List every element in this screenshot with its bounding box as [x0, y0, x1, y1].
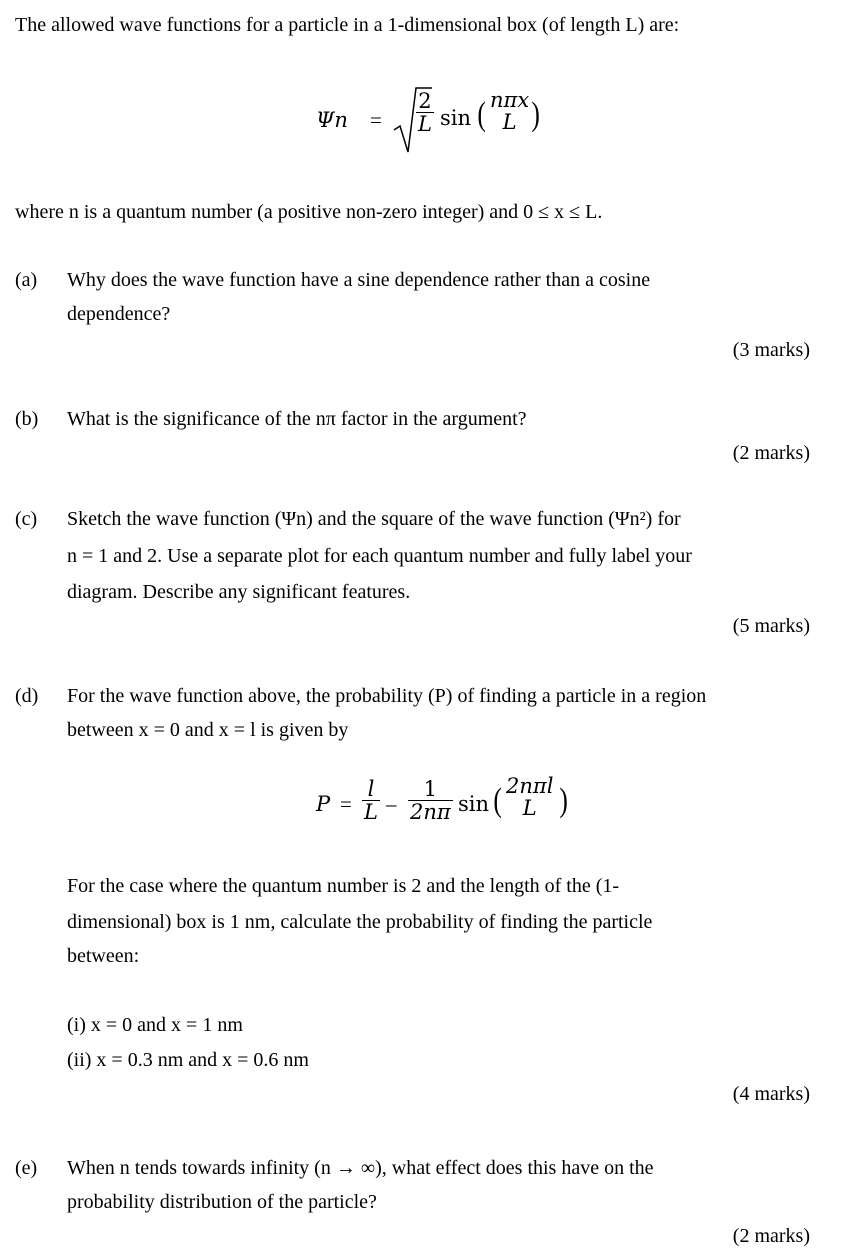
eq-sin-2: sin	[458, 792, 490, 816]
part-c-line2: n = 1 and 2. Use a separate plot for each quantum number and fully label your	[67, 545, 692, 567]
sqrt-den: L	[418, 112, 432, 136]
frac1-num: l	[362, 778, 380, 801]
part-d-para1: For the case where the quantum number is 2 and the length of the (1-	[67, 875, 620, 897]
frac-1-over-2npi	[408, 778, 453, 823]
part-a-line1: Why does the wave function have a sine dependence rather than a cosine	[67, 269, 651, 291]
frac2-num: 1	[408, 778, 453, 801]
part-b-label: (b)	[15, 408, 39, 430]
part-d-subitem-ii: (ii) x = 0.3 nm and x = 0.6 nm	[67, 1049, 309, 1071]
sqrt-fraction	[416, 90, 434, 135]
part-a-line2: dependence?	[67, 303, 171, 325]
frac-l-over-L	[362, 778, 380, 823]
part-e-label: (e)	[15, 1157, 38, 1179]
part-a-marks: (3 marks)	[732, 339, 810, 361]
arg-den: L	[502, 110, 517, 134]
eq-lhs: Ψn	[316, 108, 348, 132]
arg-fraction	[488, 89, 531, 133]
part-b-line1: What is the significance of the nπ factor in the argument?	[67, 408, 527, 430]
eq-sin: sin	[440, 106, 472, 130]
intro-text: The allowed wave functions for a particle in a 1-dimensional box (of length L) are:	[15, 14, 680, 36]
arg-num: nπx	[490, 88, 530, 112]
where-line: where n is a quantum number (a positive non-zero integer) and 0 ≤ x ≤ L.	[15, 201, 603, 223]
part-d-marks: (4 marks)	[732, 1083, 810, 1105]
frac2-den: 2nπ	[410, 800, 451, 824]
arg2-num: 2nπl	[506, 774, 554, 798]
open-paren: (	[477, 96, 486, 133]
close-paren-2: )	[559, 782, 568, 819]
part-e-line1: When n tends towards infinity (n → ∞), what effect does this have on the	[67, 1157, 654, 1179]
arg-fraction-2	[504, 775, 555, 819]
eq-equals: =	[370, 108, 382, 132]
part-d-line1: For the wave function above, the probability (P) of finding a particle in a region	[67, 685, 707, 707]
part-b-marks: (2 marks)	[732, 442, 810, 464]
eq-equals-2: =	[340, 792, 352, 816]
part-d-label: (d)	[15, 685, 39, 707]
part-d-para3: between:	[67, 945, 140, 967]
part-c-marks: (5 marks)	[732, 615, 810, 637]
eq-P: P	[316, 792, 331, 816]
part-d-para2: dimensional) box is 1 nm, calculate the probability of finding the particle	[67, 911, 653, 933]
close-paren: )	[531, 96, 540, 133]
part-e-marks: (2 marks)	[732, 1225, 810, 1247]
part-c-line1: Sketch the wave function (Ψn) and the square of the wave function (Ψn²) for	[67, 508, 681, 530]
part-c-label: (c)	[15, 508, 38, 530]
open-paren-2: (	[493, 782, 502, 819]
sqrt-num: 2	[416, 90, 434, 113]
part-c-line3: diagram. Describe any significant features.	[67, 581, 411, 603]
eq-minus: –	[386, 792, 397, 816]
part-d-line2: between x = 0 and x = l is given by	[67, 719, 349, 741]
arg2-den: L	[522, 796, 537, 820]
frac1-den: L	[364, 800, 378, 824]
part-e-line2: probability distribution of the particle?	[67, 1191, 377, 1213]
part-a-label: (a)	[15, 269, 38, 291]
part-d-subitem-i: (i) x = 0 and x = 1 nm	[67, 1014, 243, 1036]
probability-equation	[316, 770, 586, 840]
